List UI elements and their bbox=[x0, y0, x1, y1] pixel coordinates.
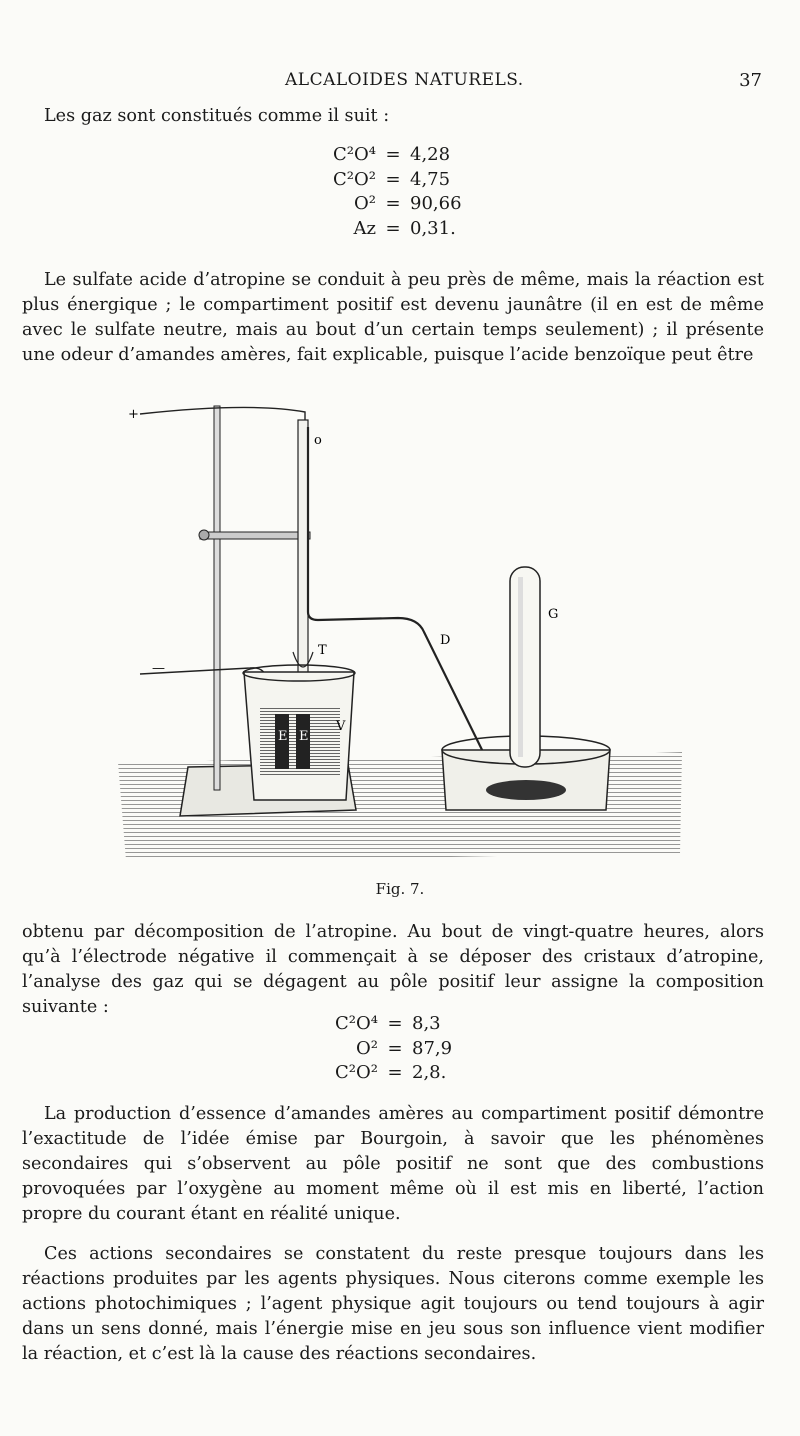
intro-text: Les gaz sont constitués comme il suit : bbox=[44, 106, 390, 126]
formula-lhs: C²O⁴ bbox=[333, 144, 376, 165]
running-title: ALCALOIDES NATURELS. bbox=[285, 70, 524, 90]
paragraph-2: obtenu par décomposition de l’atropine. Au bout de vingt-quatre heures, alors qu’à l’électrode négative il commençait à se déposer des cristaux d’atropine, l’analyse des gaz qui se dégagent au pôle positif leur assigne la composition suivante : bbox=[22, 922, 764, 1017]
stand-rod bbox=[214, 406, 220, 790]
formula-block-1 bbox=[318, 143, 462, 241]
formula-lhs: C²O² bbox=[333, 168, 376, 190]
figure-caption: Fig. 7. bbox=[375, 880, 425, 898]
equals-sign: = bbox=[387, 1062, 403, 1083]
formula-row bbox=[326, 1012, 452, 1037]
formula-row bbox=[318, 168, 462, 193]
formula-row bbox=[318, 192, 462, 217]
label-plus: + bbox=[128, 407, 139, 422]
trough-shelf bbox=[486, 780, 566, 800]
equals-sign: = bbox=[385, 217, 401, 239]
formula-row bbox=[318, 217, 462, 242]
formula-lhs: C²O² bbox=[335, 1062, 378, 1083]
formula-rhs: 4,75 bbox=[410, 168, 451, 190]
label-o: o bbox=[314, 433, 322, 448]
label-g: G bbox=[548, 607, 559, 622]
gas-collecting-tube bbox=[510, 567, 540, 767]
formula-rhs: 2,8. bbox=[412, 1062, 447, 1083]
formula-rhs: 8,3 bbox=[412, 1013, 441, 1034]
formula-rhs: 0,31. bbox=[410, 217, 456, 239]
formula-row bbox=[326, 1061, 452, 1086]
page-number: 37 bbox=[739, 70, 762, 91]
electrolysis-apparatus-illustration bbox=[100, 392, 780, 872]
label-d: D bbox=[440, 633, 451, 648]
label-e2: E bbox=[299, 729, 309, 744]
label-e1: E bbox=[278, 729, 288, 744]
paragraph-1: Le sulfate acide d’atropine se conduit à peu près de même, mais la réaction est plus énergique ; le compartiment positif est devenu jaunâtre (il en est de même avec le sulfate neutre, mais au bout d’un certain temps seulement) ; il présente une odeur d’amandes amères, fait explicable, puisque l’acide benzoïque peut être bbox=[22, 270, 764, 365]
equals-sign: = bbox=[385, 168, 401, 190]
intro-line bbox=[22, 104, 764, 129]
clamp-screw bbox=[199, 530, 209, 540]
positive-tube bbox=[298, 420, 308, 680]
formula-lhs: Az bbox=[353, 217, 376, 239]
formula-lhs: O² bbox=[356, 1037, 378, 1059]
apparatus-figure bbox=[100, 392, 780, 872]
equals-sign: = bbox=[387, 1037, 403, 1059]
paragraph-3: La production d’essence d’amandes amères au compartiment positif démontre l’exactitude de l’idée émise par Bourgoin, à savoir que les phénomènes secondaires qui s’observent au pôle positif ne sont que des combustions provoquées par l’oxygène au moment même où il est mis en liberté, l’action propre du courant étant en réalité unique. bbox=[22, 1104, 764, 1224]
positive-wire bbox=[140, 407, 305, 420]
paragraph-4: Ces actions secondaires se constatent du reste presque toujours dans les réactions produites par les agents physiques. Nous citerons comme exemple les actions photochimiques ; l’agent physique agit toujours ou tend toujours à agir dans un sens donné, mais l’énergie mise en jeu sous son influence vient modifier la réaction, et c’est là la cause des réactions secondaires. bbox=[22, 1244, 764, 1364]
equals-sign: = bbox=[385, 193, 401, 214]
page-header bbox=[0, 70, 800, 96]
label-t: T bbox=[318, 643, 327, 658]
formula-rhs: 87,9 bbox=[412, 1037, 453, 1059]
formula-lhs: O² bbox=[354, 193, 376, 214]
equals-sign: = bbox=[387, 1013, 403, 1034]
formula-rhs: 90,66 bbox=[410, 193, 462, 214]
formula-lhs: C²O⁴ bbox=[335, 1013, 378, 1034]
tube-highlight bbox=[518, 577, 523, 757]
formula-row bbox=[326, 1037, 452, 1062]
clamp-arm bbox=[200, 532, 310, 539]
formula-row bbox=[318, 143, 462, 168]
label-minus: — bbox=[152, 661, 165, 676]
label-v: V bbox=[336, 719, 346, 734]
formula-rhs: 4,28 bbox=[410, 144, 451, 165]
equals-sign: = bbox=[385, 144, 401, 165]
formula-block-2 bbox=[326, 1012, 452, 1086]
